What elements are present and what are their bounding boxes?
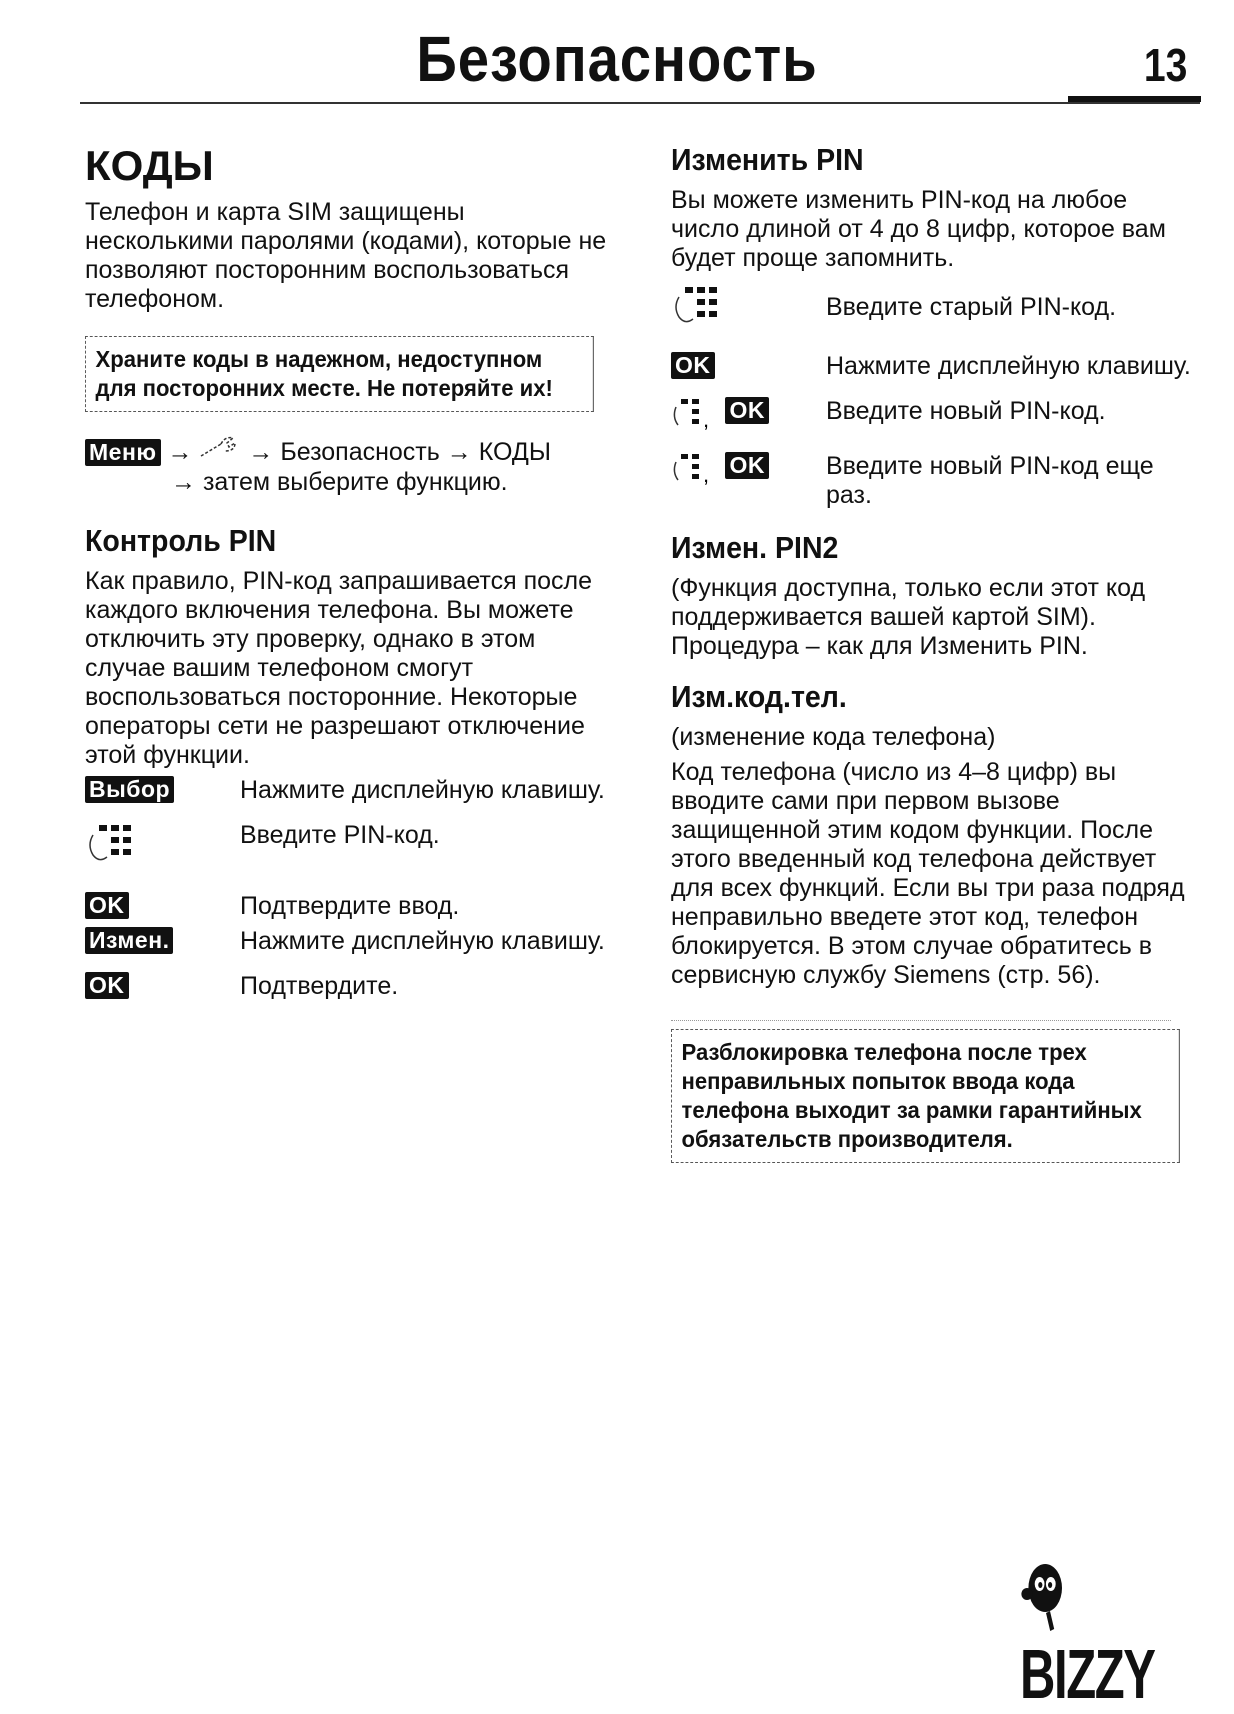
keypad-icon <box>671 452 721 491</box>
step-row <box>85 776 615 805</box>
ok-key: OK <box>85 892 129 919</box>
svg-text:,: , <box>703 462 710 486</box>
step-row <box>85 972 615 1001</box>
divider <box>671 1020 1171 1021</box>
ok-key: OK <box>671 352 715 379</box>
page-title: Безопасность <box>416 23 818 95</box>
pin-control-body: Как правило, PIN-код запрашивается после каждого включения телефона. Вы можете отключить эту проверку, однако в этом случае вашим телефоном смогут воспользоваться посторонние. Некоторые операторы сети не разрешают отключение этой функции. <box>85 567 593 769</box>
step-text: Введите старый PIN-код. <box>826 293 1117 321</box>
codes-note: Храните коды в надежном, недоступном для посторонних месте. Не потеряйте их! <box>85 336 594 412</box>
bizzy-logo <box>1020 1548 1170 1714</box>
step-row <box>85 927 615 956</box>
right-column <box>671 132 1201 1185</box>
svg-text:,: , <box>703 407 710 431</box>
change-pin-heading: Изменить PIN <box>671 142 864 177</box>
phone-code-note: Разблокировка телефона после трех неправильных попыток ввода кода телефона выходит за рамки гарантийных обязательств производителя. <box>671 1029 1180 1163</box>
ok-key: OK <box>725 452 769 479</box>
arrow-icon: → <box>446 438 472 466</box>
step-row <box>671 452 1201 510</box>
change-pin-body: Вы можете изменить PIN-код на любое число длиной от 4 до 8 цифр, которое вам будет проще запомнить. <box>671 186 1166 272</box>
step-text: Нажмите дисплейную клавишу. <box>240 776 605 804</box>
menu-path <box>85 434 615 497</box>
step-row <box>671 397 1201 436</box>
step-text: Введите новый PIN-код еще раз. <box>826 452 1154 509</box>
keypad-icon <box>85 821 135 876</box>
pin-control-heading: Контроль PIN <box>85 523 277 558</box>
step-row <box>85 892 615 921</box>
page-number: 13 <box>1143 39 1188 91</box>
step-row <box>85 821 615 876</box>
change-phone-code-subtitle: (изменение кода телефона) <box>671 723 996 751</box>
codes-heading: КОДЫ <box>85 142 214 189</box>
select-key: Выбор <box>85 776 174 803</box>
menu-item-codes: КОДЫ <box>478 438 551 466</box>
header-rule <box>80 102 1200 104</box>
keypad-icon <box>671 397 721 436</box>
step-row <box>671 285 1201 336</box>
change-key: Измен. <box>85 927 173 954</box>
change-pin-steps <box>671 285 1201 510</box>
step-row <box>671 352 1201 381</box>
codes-intro: Телефон и карта SIM защищены несколькими паролями (кодами), которые не позволяют посторонним воспользоваться телефоном. <box>85 198 607 313</box>
pin-control-steps <box>85 776 615 1001</box>
step-text: Подтвердите ввод. <box>240 892 460 920</box>
arrow-icon: → <box>167 438 193 466</box>
change-pin2-body: (Функция доступна, только если этот код поддерживается вашей картой SIM). Процедура – как для Изменить PIN. <box>671 574 1146 660</box>
arrow-icon: → <box>248 438 274 466</box>
arrow-icon: → <box>171 468 196 496</box>
header-rule-accent <box>1068 96 1201 102</box>
wrench-icon <box>199 438 248 466</box>
menu-item-security: Безопасность <box>280 438 440 466</box>
step-text: Нажмите дисплейную клавишу. <box>826 352 1191 380</box>
change-pin2-heading: Измен. PIN2 <box>671 530 839 565</box>
ok-key: OK <box>725 397 769 424</box>
change-phone-code-heading: Изм.код.тел. <box>671 679 847 714</box>
step-text: Введите PIN-код. <box>240 821 440 849</box>
change-phone-code-body: Код телефона (число из 4–8 цифр) вы вводите сами при первом вызове защищенной этим кодом функции. После этого введенный код телефона действует для всех функций. Если вы три раза подряд неправильно введете этот код, телефон блокируется. В этом случае обратитесь в сервисную службу Siemens (стр. 56). <box>671 758 1185 989</box>
logo-text: BIZZY <box>1020 1634 1155 1713</box>
menu-key: Меню <box>85 439 161 466</box>
keypad-icon <box>671 285 721 336</box>
step-text: Подтвердите. <box>240 972 399 1000</box>
step-text: Введите новый PIN-код. <box>826 397 1106 425</box>
step-text: Нажмите дисплейную клавишу. <box>240 927 605 955</box>
ok-key: OK <box>85 972 129 999</box>
left-column <box>85 132 615 1017</box>
menu-path-line2: → затем выберите функцию. <box>171 468 508 496</box>
